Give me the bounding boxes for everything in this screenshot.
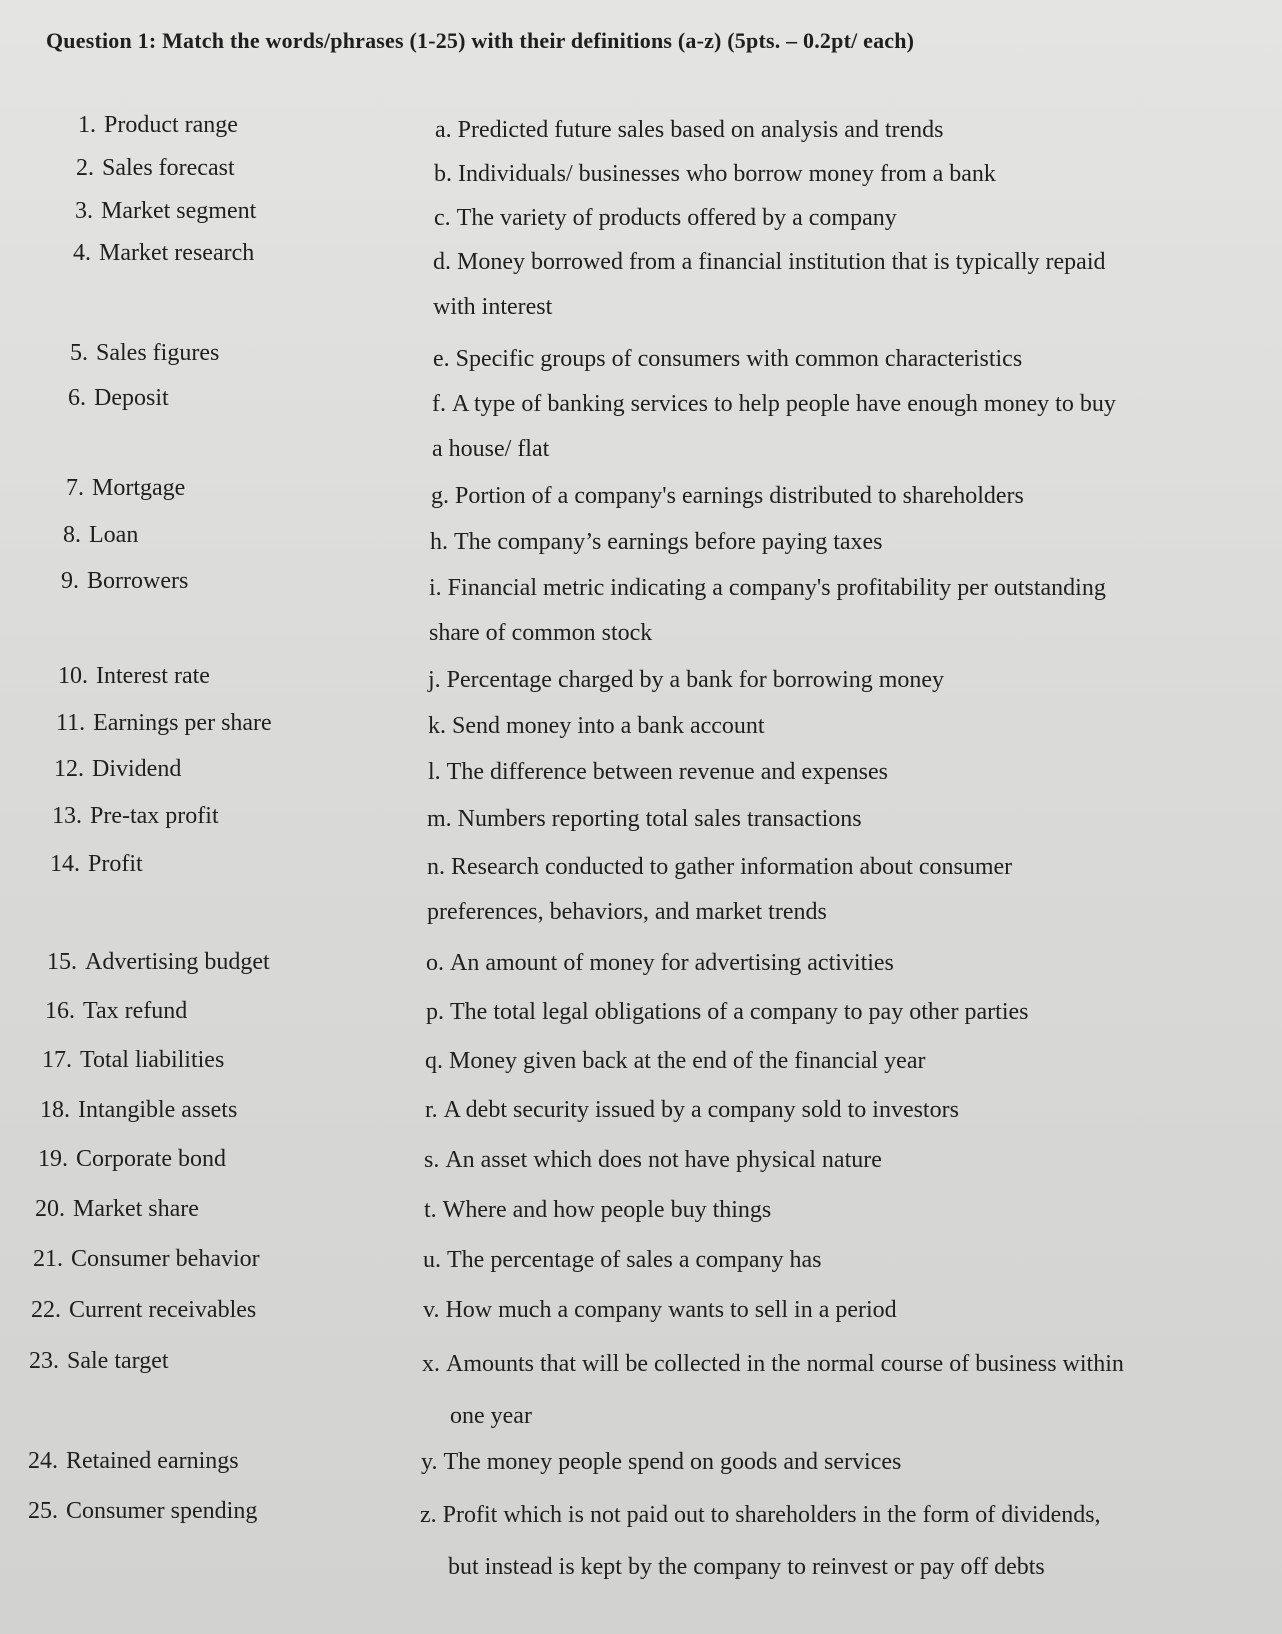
term-number: 12. bbox=[54, 756, 84, 782]
definition-text: The company’s earnings before paying taxes bbox=[454, 529, 883, 555]
term-text: Advertising budget bbox=[85, 949, 270, 975]
term-item bbox=[28, 1448, 239, 1475]
term-text: Profit bbox=[88, 851, 143, 877]
definition-text: Specific groups of consumers with common characteristics bbox=[455, 346, 1023, 372]
term-item bbox=[33, 1246, 260, 1273]
definition-letter: u. bbox=[423, 1247, 441, 1273]
definition-item bbox=[433, 337, 1022, 382]
term-text: Loan bbox=[89, 522, 139, 548]
definition-text: An amount of money for advertising activities bbox=[450, 950, 894, 976]
term-item bbox=[73, 240, 254, 267]
definition-item bbox=[428, 658, 944, 703]
term-number: 1. bbox=[78, 112, 96, 138]
term-item bbox=[35, 1196, 199, 1223]
term-number: 20. bbox=[35, 1196, 65, 1222]
definition-continuation: share of common stock bbox=[429, 620, 653, 646]
term-item bbox=[29, 1348, 169, 1375]
definition-letter: l. bbox=[428, 759, 441, 785]
definition-item bbox=[426, 941, 894, 986]
term-text: Retained earnings bbox=[66, 1448, 239, 1474]
definition-letter: m. bbox=[427, 806, 452, 832]
definition-text: A type of banking services to help people have enough money to buy bbox=[452, 391, 1116, 417]
term-item bbox=[78, 112, 238, 139]
definition-letter: d. bbox=[433, 249, 451, 275]
term-text: Intangible assets bbox=[78, 1097, 238, 1123]
term-number: 8. bbox=[63, 522, 81, 548]
term-number: 15. bbox=[47, 949, 77, 975]
term-item bbox=[40, 1097, 237, 1124]
definition-letter: v. bbox=[423, 1297, 440, 1323]
term-number: 5. bbox=[70, 340, 88, 366]
term-text: Product range bbox=[104, 112, 238, 138]
definition-item bbox=[425, 1088, 959, 1133]
term-item bbox=[52, 803, 219, 830]
definition-text: The total legal obligations of a company to pay other parties bbox=[450, 999, 1029, 1025]
term-text: Consumer spending bbox=[66, 1498, 258, 1524]
term-text: Total liabilities bbox=[80, 1047, 225, 1073]
term-number: 6. bbox=[68, 385, 86, 411]
definition-text: An asset which does not have physical nature bbox=[445, 1147, 882, 1173]
term-text: Consumer behavior bbox=[71, 1246, 260, 1272]
term-number: 24. bbox=[28, 1448, 58, 1474]
term-item bbox=[56, 710, 272, 737]
definition-item bbox=[422, 1338, 1124, 1442]
term-number: 2. bbox=[76, 155, 94, 181]
definition-continuation: with interest bbox=[433, 294, 553, 320]
definition-letter: g. bbox=[431, 483, 449, 509]
definition-letter: r. bbox=[425, 1097, 438, 1123]
term-text: Current receivables bbox=[69, 1297, 257, 1323]
definition-item bbox=[434, 152, 996, 197]
term-number: 13. bbox=[52, 803, 82, 829]
definition-letter: y. bbox=[421, 1449, 438, 1475]
term-item bbox=[45, 998, 187, 1025]
definition-item bbox=[435, 108, 944, 153]
term-item bbox=[66, 475, 185, 502]
term-item bbox=[75, 198, 256, 225]
term-number: 16. bbox=[45, 998, 75, 1024]
definition-text: A debt security issued by a company sold to investors bbox=[443, 1097, 959, 1123]
definition-text: The variety of products offered by a company bbox=[456, 205, 897, 231]
definition-item bbox=[430, 520, 883, 565]
term-text: Earnings per share bbox=[93, 710, 272, 736]
definition-text: The money people spend on goods and services bbox=[443, 1449, 902, 1475]
term-item bbox=[68, 385, 169, 412]
term-item bbox=[61, 568, 188, 595]
definition-continuation: but instead is kept by the company to reinvest or pay off debts bbox=[448, 1554, 1045, 1580]
definition-continuation: a house/ flat bbox=[432, 436, 550, 462]
term-item bbox=[31, 1297, 256, 1324]
term-number: 10. bbox=[58, 663, 88, 689]
definition-letter: p. bbox=[426, 999, 444, 1025]
definition-letter: i. bbox=[429, 575, 442, 601]
definition-text: Numbers reporting total sales transactions bbox=[457, 806, 862, 832]
definition-text: Percentage charged by a bank for borrowing money bbox=[446, 667, 945, 693]
term-item bbox=[28, 1498, 257, 1525]
term-text: Market segment bbox=[101, 198, 257, 224]
term-text: Sale target bbox=[67, 1348, 169, 1374]
definition-item bbox=[427, 845, 1012, 935]
definition-letter: n. bbox=[427, 854, 445, 880]
term-text: Sales forecast bbox=[102, 155, 235, 181]
term-text: Mortgage bbox=[92, 475, 186, 501]
term-text: Dividend bbox=[92, 756, 182, 782]
definition-text: Money given back at the end of the financial year bbox=[449, 1048, 926, 1074]
definition-text: Money borrowed from a financial institution that is typically repaid bbox=[457, 249, 1106, 275]
term-text: Interest rate bbox=[96, 663, 210, 689]
definition-text: Individuals/ businesses who borrow money from a bank bbox=[458, 161, 996, 187]
question-title: Question 1: Match the words/phrases (1-25) with their definitions (a-z) (5pts. – 0.2pt/ each) bbox=[46, 28, 915, 53]
term-item bbox=[47, 949, 270, 976]
definition-text: Predicted future sales based on analysis and trends bbox=[457, 117, 944, 143]
term-number: 19. bbox=[38, 1146, 68, 1172]
term-item bbox=[63, 522, 138, 549]
definition-text: Amounts that will be collected in the normal course of business within bbox=[446, 1351, 1124, 1377]
definition-letter: j. bbox=[428, 667, 441, 693]
term-number: 4. bbox=[73, 240, 91, 266]
definition-text: How much a company wants to sell in a period bbox=[445, 1297, 897, 1323]
term-number: 17. bbox=[42, 1047, 72, 1073]
definition-item bbox=[432, 382, 1116, 472]
definition-letter: k. bbox=[428, 713, 446, 739]
term-number: 3. bbox=[75, 198, 93, 224]
definition-item bbox=[433, 240, 1106, 330]
definition-item bbox=[424, 1188, 771, 1233]
definition-letter: e. bbox=[433, 346, 450, 372]
definition-text: Send money into a bank account bbox=[452, 713, 765, 739]
term-text: Deposit bbox=[94, 385, 169, 411]
term-number: 25. bbox=[28, 1498, 58, 1524]
definition-letter: x. bbox=[422, 1351, 440, 1377]
term-item bbox=[70, 340, 219, 367]
definition-text: Financial metric indicating a company's profitability per outstanding bbox=[447, 575, 1106, 601]
definition-letter: z. bbox=[420, 1502, 437, 1528]
definition-item bbox=[423, 1288, 897, 1333]
definition-letter: t. bbox=[424, 1197, 437, 1223]
definition-item bbox=[434, 196, 897, 241]
term-text: Market share bbox=[73, 1196, 199, 1222]
definition-continuation: preferences, behaviors, and market trends bbox=[427, 899, 827, 925]
definition-item bbox=[427, 797, 862, 842]
term-item bbox=[58, 663, 210, 690]
term-text: Borrowers bbox=[87, 568, 189, 594]
definition-letter: f. bbox=[432, 391, 446, 417]
term-number: 23. bbox=[29, 1348, 59, 1374]
definition-item bbox=[423, 1238, 822, 1283]
definition-item bbox=[429, 566, 1106, 656]
definition-continuation: one year bbox=[450, 1403, 532, 1429]
term-item bbox=[54, 756, 181, 783]
definition-letter: c. bbox=[434, 205, 451, 231]
definition-text: Profit which is not paid out to shareholders in the form of dividends, bbox=[442, 1502, 1101, 1528]
term-item bbox=[76, 155, 235, 182]
definition-item bbox=[424, 1138, 882, 1183]
term-number: 7. bbox=[66, 475, 84, 501]
definition-item bbox=[428, 750, 888, 795]
definition-letter: s. bbox=[424, 1147, 440, 1173]
definition-item bbox=[431, 474, 1024, 519]
definition-text: Where and how people buy things bbox=[442, 1197, 772, 1223]
definition-letter: a. bbox=[435, 117, 452, 143]
term-number: 9. bbox=[61, 568, 79, 594]
definition-item bbox=[428, 704, 765, 749]
term-item bbox=[38, 1146, 226, 1173]
definition-letter: h. bbox=[430, 529, 448, 555]
definition-text: Portion of a company's earnings distributed to shareholders bbox=[455, 483, 1024, 509]
term-text: Corporate bond bbox=[76, 1146, 226, 1172]
definition-item bbox=[421, 1440, 901, 1485]
definition-letter: q. bbox=[425, 1048, 443, 1074]
definition-item bbox=[425, 1039, 925, 1084]
term-text: Market research bbox=[99, 240, 255, 266]
definition-letter: b. bbox=[434, 161, 452, 187]
definition-item bbox=[420, 1489, 1101, 1593]
definition-item bbox=[426, 990, 1029, 1035]
term-item bbox=[50, 851, 143, 878]
term-number: 14. bbox=[50, 851, 80, 877]
term-text: Sales figures bbox=[96, 340, 220, 366]
term-text: Pre-tax profit bbox=[90, 803, 219, 829]
definition-text: The difference between revenue and expenses bbox=[446, 759, 888, 785]
definition-text: The percentage of sales a company has bbox=[447, 1247, 822, 1273]
term-number: 11. bbox=[56, 710, 86, 736]
term-number: 21. bbox=[33, 1246, 63, 1272]
term-item bbox=[42, 1047, 224, 1074]
term-number: 18. bbox=[40, 1097, 70, 1123]
definition-text: Research conducted to gather information about consumer bbox=[451, 854, 1013, 880]
definition-letter: o. bbox=[426, 950, 444, 976]
term-number: 22. bbox=[31, 1297, 61, 1323]
term-text: Tax refund bbox=[83, 998, 188, 1024]
